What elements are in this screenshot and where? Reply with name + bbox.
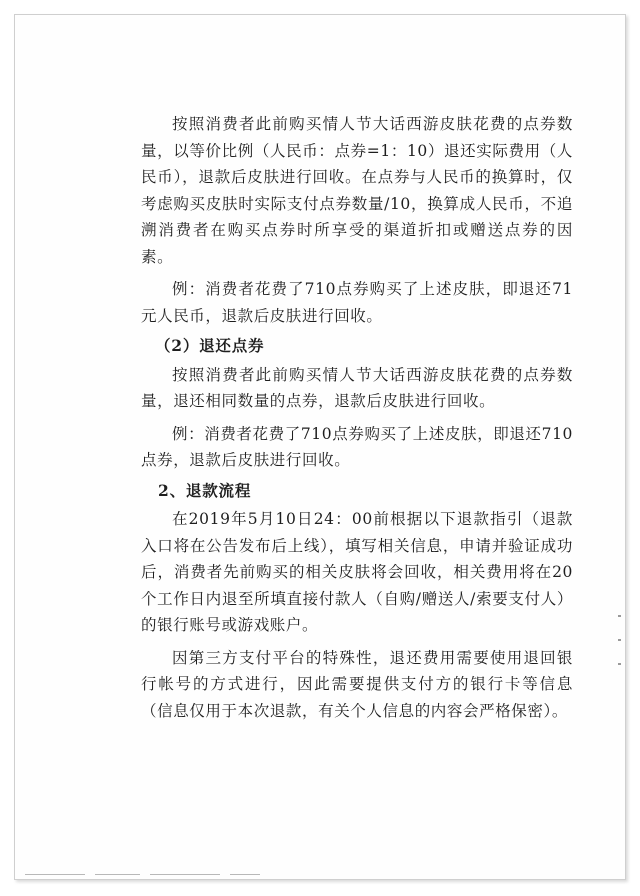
scan-noise-mark [25, 874, 85, 875]
scan-edge-mark [618, 639, 621, 641]
paragraph-refund-rmb-example: 例：消费者花费了710点券购买了上述皮肤，即退还71元人民币，退款后皮肤进行回收。 [141, 280, 573, 325]
paragraph-refund-rmb-rule: 按照消费者此前购买情人节大话西游皮肤花费的点券数量，以等价比例（人民币：点券=1：10）退还实际费用（人民币），退款后皮肤进行回收。在点券与人民币的换算时，仅考虑购买皮肤时实际支付点券数量/10，换算成人民币，不追溯消费者在购买点券时所享受的渠道折扣或赠送点券的因素。 [141, 115, 573, 266]
subheading-refund-coupons: （2）退还点券 [154, 336, 265, 355]
paragraph-refund-process-steps: 在2019年5月10日24：00前根据以下退款指引（退款入口将在公告发布后上线），填写相关信息，申请并验证成功后，消费者先前购买的相关皮肤将会回收，相关费用将在20个工作日内退至所填直接付款人（自购/赠送人/索要支付人）的银行账号或游戏账户。 [141, 510, 573, 634]
paragraph-refund-coupons-rule: 按照消费者此前购买情人节大话西游皮肤花费的点券数量，退还相同数量的点券，退款后皮肤进行回收。 [141, 365, 573, 410]
paragraph-third-party-payment: 因第三方支付平台的特殊性，退还费用需要使用退回银行帐号的方式进行，因此需要提供支付方的银行卡等信息（信息仅用于本次退款，有关个人信息的内容会严格保密）。 [141, 648, 573, 720]
scan-edge-mark [618, 615, 621, 617]
paragraph-refund-coupons-example: 例：消费者花费了710点券购买了上述皮肤，即退还710点券，退款后皮肤进行回收。 [141, 424, 573, 469]
scan-edge-mark [618, 663, 621, 665]
scan-noise-mark [230, 874, 260, 875]
document-page [14, 14, 626, 880]
document-body [141, 111, 573, 724]
scan-noise-mark [150, 874, 220, 875]
heading-refund-process: 2、退款流程 [158, 480, 252, 500]
scan-noise-mark [95, 874, 140, 875]
scan-footer-noise [15, 870, 625, 880]
